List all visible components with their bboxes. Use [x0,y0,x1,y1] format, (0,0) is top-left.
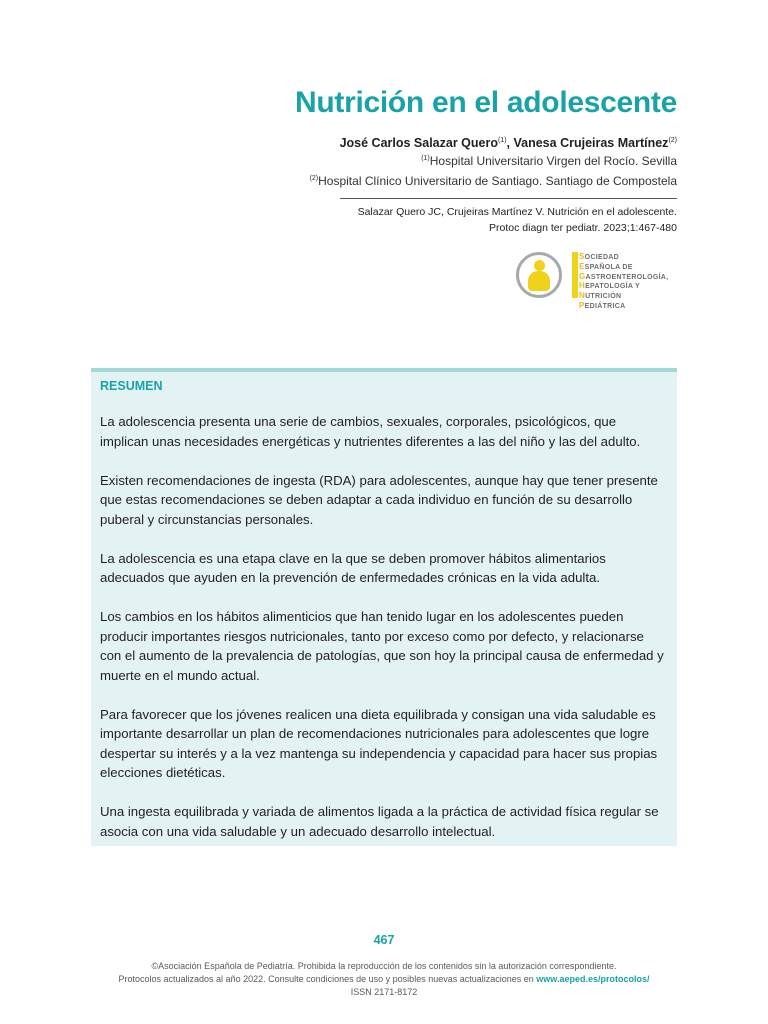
header-divider [340,198,677,199]
article-header [117,86,677,190]
citation [277,204,677,236]
author-1: José Carlos Salazar Quero [339,136,498,150]
article-title: Nutrición en el adolescente [294,86,677,119]
abstract-paragraph: Una ingesta equilibrada y variada de alimentos ligada a la práctica de actividad física regular se asocia con una vida saludable y un adecuado desarrollo intelectual. [100,804,659,839]
logo-text [579,253,668,312]
authors-line [117,136,677,150]
author-separator: , [506,136,514,150]
abstract-paragraph: Los cambios en los hábitos alimenticios que han tenido lugar en los adolescentes pueden producir importantes riesgos nutricionales, tanto por exceso como por defecto, y relacionarse con el aumento de la prevalencia de patologías, que son hoy la principal causa de enfermedad y muerte en el mundo actual. [100,609,664,683]
abstract-box [91,368,677,846]
author-1-sup: (1) [497,136,507,144]
affiliation-2 [117,170,677,190]
abstract-paragraph: Para favorecer que los jóvenes realicen una dieta equilibrada y consigan una vida saludable es importante desarrollar un plan de recomendaciones nutricionales para adolescentes que logre despertar su interés y a la vez mantenga su independencia y capacidad para hacer sus propias elecciones dietéticas. [100,706,658,780]
logo-initials-bar-icon [572,252,578,298]
abstract-heading: RESUMEN [100,379,163,393]
logo-line: GASTROENTEROLOGÍA, [579,271,669,281]
footer-issn: ISSN 2171-8172 [350,987,418,997]
logo-line: NUTRICIÓN [579,291,622,301]
logo-line: ESPAÑOLA DE [579,261,633,271]
citation-line-2: Protoc diagn ter pediatr. 2023;1:467-480 [489,222,677,234]
logo-line: SOCIEDAD [579,252,620,261]
affiliation-1 [117,150,677,170]
logo-child-body-icon [528,271,550,291]
affiliation-2-text: Hospital Clínico Universitario de Santiago. Santiago de Compostela [318,174,677,188]
author-2: Vanesa Crujeiras Martínez [513,136,669,150]
affiliation-2-sup: (2) [309,175,319,182]
footer-update-text: Protocolos actualizados al año 2022. Consulte condiciones de uso y posibles nuevas actualizaciones en [118,974,537,984]
citation-line-1: Salazar Quero JC, Crujeiras Martínez V. Nutrición en el adolescente. [357,206,677,218]
abstract-paragraph: La adolescencia es una etapa clave en la que se deben promover hábitos alimentarios adecuados que ayuden en la prevención de enfermedades crónicas en la vida adulta. [100,550,606,585]
author-2-sup: (2) [668,136,677,144]
footer-update-line [0,973,768,985]
abstract-paragraph: La adolescencia presenta una serie de cambios, sexuales, corporales, psicológicos, que implican unas necesidades energéticas y nutrientes diferentes a las del niño y las del adulto. [100,414,641,449]
society-logo [516,250,681,310]
logo-line: HEPATOLOGÍA Y [579,281,641,291]
affiliation-1-text: Hospital Universitario Virgen del Rocío. Sevilla [429,154,677,168]
footer-copyright: ©Asociación Española de Pediatría. Prohibida la reproducción de los contenidos sin la autorización correspondiente. [151,961,617,971]
affiliation-1-sup: (1) [421,155,430,162]
logo-line: PEDIÁTRICA [579,300,626,310]
abstract-paragraph: Existen recomendaciones de ingesta (RDA) para adolescentes, aunque hay que tener presente que estas recomendaciones se deben adaptar a cada individuo en función de su desarrollo puberal y circunstancias personales. [100,472,658,527]
logo-child-head-icon [534,260,545,271]
page-number: 467 [373,933,395,947]
protocols-link[interactable]: www.aeped.es/protocolos/ [536,974,650,984]
